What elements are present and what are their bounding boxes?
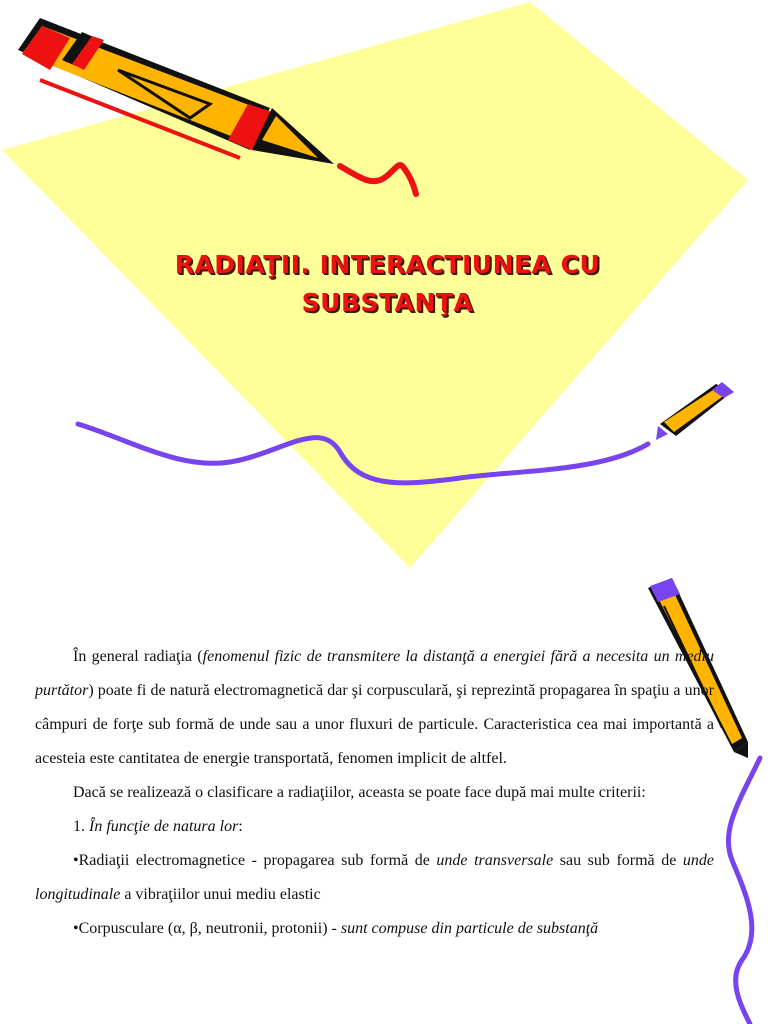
bullet2-text-a: •Corpusculare (α, β, neutronii, protonii) -: [73, 920, 341, 937]
page-title: [100, 246, 675, 322]
bullet2-italic-b: sunt compuse din particule de substanţă: [340, 920, 599, 937]
criterion-label: În funcţie de natura lor: [89, 818, 239, 835]
criterion-number: 1.: [73, 818, 89, 835]
title-line-2: SUBSTANŢA: [301, 288, 474, 317]
para1-italic-definition: fenomenul fizic de transmitere la distanţă a energiei fără a necesita un mediu purtător: [35, 648, 715, 699]
bullet-corpuscular: [35, 912, 714, 946]
bullet1-text-a: •Radiaţii electromagnetice - propagarea sub formă de: [73, 852, 437, 869]
title-line-1: RADIAŢII. INTERACTIUNEA CU: [174, 250, 601, 279]
purple-vertical-wave: [728, 758, 760, 1024]
paragraph-criterion-1: [35, 810, 714, 844]
bullet1-italic-d: unde longitudinale: [35, 852, 715, 903]
document-body: [35, 640, 714, 946]
bullet1-italic-b: unde transversale: [436, 852, 554, 869]
paragraph-classification: Dacă se realizează o clasificare a radiaţiilor, aceasta se poate face după mai multe criterii:: [73, 784, 646, 801]
bullet1-text-c: sau sub formă de: [553, 852, 683, 869]
paragraph-definition: [35, 640, 714, 776]
criterion-colon: :: [238, 818, 243, 835]
bullet-electromagnetic: [35, 844, 714, 912]
para1-text-c: ) poate fi de natură electromagnetică dar şi corpusculară, şi reprezintă propagarea în spaţiu a unor câmpuri de forţe sub formă de unde sau a unor fluxuri de particule. Caracteristica cea mai importantă a acesteia este cantitatea de energie transportată, fenomen implicit de altfel.: [35, 682, 714, 767]
bullet1-text-e: a vibraţiilor unui mediu elastic: [120, 886, 321, 903]
small-pencil-icon: [656, 382, 734, 440]
para1-text-a: În general radiaţia (: [73, 648, 203, 665]
